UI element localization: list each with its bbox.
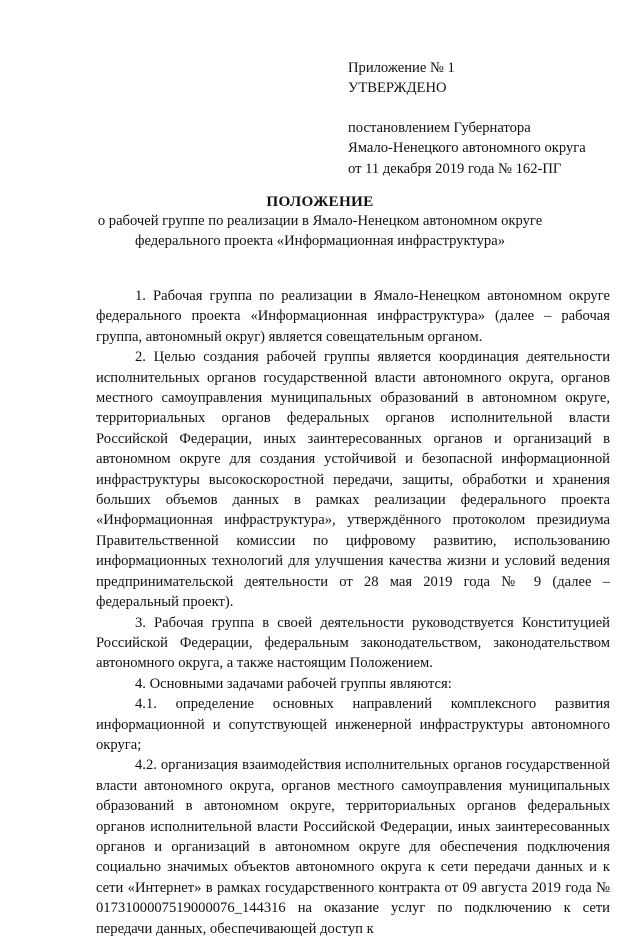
approval-decree: постановлением Губернатора xyxy=(348,119,531,136)
approval-date: от 11 декабря 2019 года № 162-ПГ xyxy=(348,160,562,177)
paragraph-1: 1. Рабочая группа по реализации в Ямало-Ненецком автономном округе федерального проекта «Информационная инфраструктура» (далее – рабочая группа, автономный округ) является совещательным органом. xyxy=(96,288,610,345)
document-heading xyxy=(0,192,640,251)
document-subtitle-line-2: федерального проекта «Информационная инфраструктура» xyxy=(135,233,505,249)
paragraph-2: 2. Целью создания рабочей группы является координация деятельности исполнительных органов государственной власти автономного округа, органов местного самоуправления муниципальных образований в автономном округе, территориальных органов федеральных органов исполнительной власти Российской Федерации, иных заинтересованных органов и организаций в автономном округе для создания устойчивой и безопасной информационной инфраструктуры высокоскоростной передачи, защиты, обработки и хранения больших объемов данных в рамках реализации федерального проекта «Информационная инфраструктура», утверждённого протоколом президиума Правительственной комиссии по цифровому развитию, использованию информационных технологий для улучшения качества жизни и условий ведения предпринимательской деятельности от 28 мая 2019 года № 9 (далее – федеральный проект). xyxy=(96,349,610,611)
appendix-number: Приложение № 1 xyxy=(348,60,455,76)
paragraph-4-2: 4.2. организация взаимодействия исполнительных органов государственной власти автономного округа, органов местного самоуправления муниципальных образований в автономном округе, территориальных органов федеральных органов исполнительной власти Российской Федерации, иных заинтересованных органов и организаций в автономном округе для обеспечения подключения социально значимых объектов автономного округа к сети передачи данных и к сети «Интернет» в рамках государственного контракта от 09 августа 2019 года № 0173100007519000076_144316 на оказание услуг по подключению к сети передачи данных, обеспечивающей доступ к xyxy=(96,757,610,937)
document-body xyxy=(96,286,610,939)
document-subtitle-line-1: о рабочей группе по реализации в Ямало-Ненецком автономном округе xyxy=(97,213,543,229)
document-title: ПОЛОЖЕНИЕ xyxy=(266,193,374,210)
paragraph-4: 4. Основными задачами рабочей группы являются: xyxy=(135,675,452,692)
approval-block xyxy=(348,58,633,179)
paragraph-4-1: 4.1. определение основных направлений комплексного развития информационной и сопутствующей инженерной инфраструктуры автономного округа; xyxy=(96,696,610,753)
paragraph-3: 3. Рабочая группа в своей деятельности руководствуется Конституцией Российской Федерации, федеральным законодательством, законодательством автономного округа, а также настоящим Положением. xyxy=(96,614,610,672)
approval-region: Ямало-Ненецкого автономного округа xyxy=(348,140,586,157)
approved-label: УТВЕРЖДЕНО xyxy=(348,80,447,97)
